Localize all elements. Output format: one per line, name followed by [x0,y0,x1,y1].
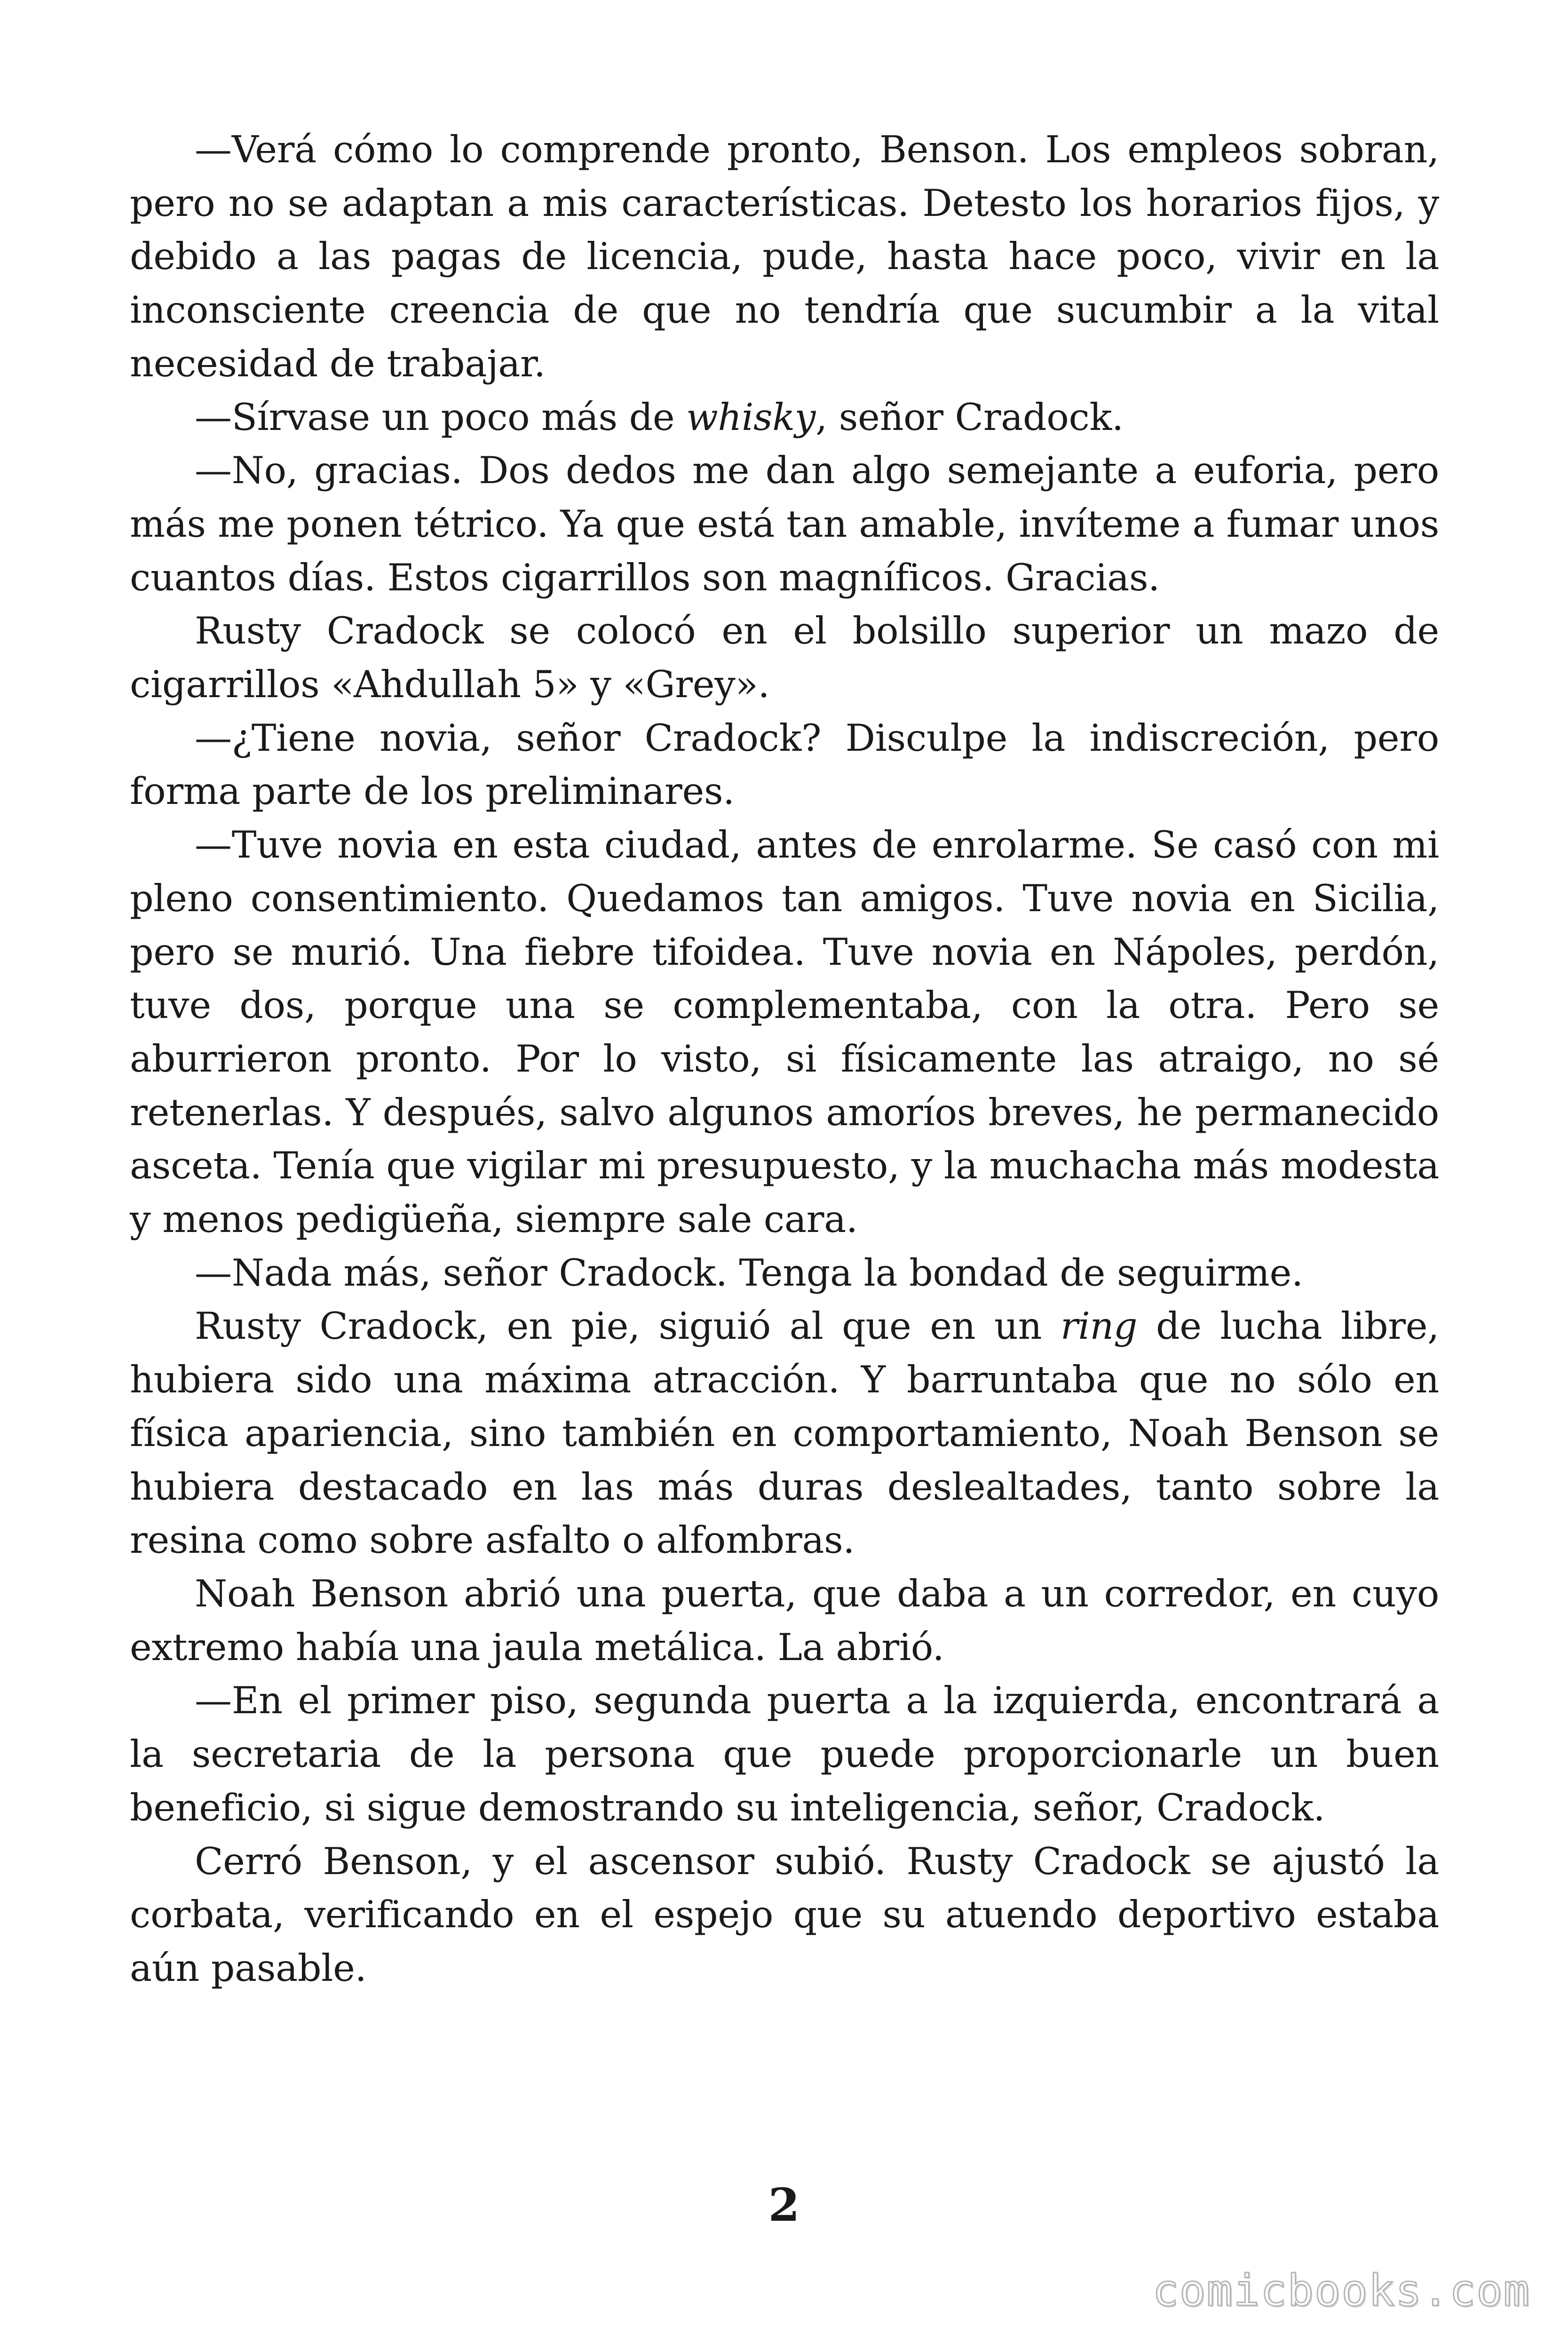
paragraph-10 [130,1674,1439,1835]
paragraph-2 [130,391,1439,445]
paragraph-2-italic-word: whisky [686,395,816,439]
paragraph-4-text: Rusty Cradock se colocó en el bolsillo superior un mazo de cigarrillos «Ahdullah 5» y «Grey». [130,609,1439,707]
body-text [130,123,1439,1995]
paragraph-8-text-a: Rusty Cradock, en pie, siguió al que en un [195,1304,1061,1348]
paragraph-4 [130,604,1439,711]
paragraph-6-text: —Tuve novia en esta ciudad, antes de enrolarme. Se casó con mi pleno consentimiento. Quedamos tan amigos. Tuve novia en Sicilia, pero se murió. Una fiebre tifoidea. Tuve novia en Nápoles, perdón, tuve dos, porque una se complementaba, con la otra. Pero se aburrieron pronto. Por lo visto, si físicamente las atraigo, no sé retenerlas. Y después, salvo algunos amoríos breves, he permanecido asceta. Tenía que vigilar mi presupuesto, y la muchacha más modesta y menos pedigüeña, siempre sale cara. [130,823,1439,1241]
paragraph-8 [130,1300,1439,1567]
paragraph-11 [130,1835,1439,1995]
paragraph-7 [130,1247,1439,1300]
paragraph-3 [130,444,1439,604]
watermark-logo: comicbooks.com [1152,2265,1530,2316]
paragraph-1-text: —Verá cómo lo comprende pronto, Benson. Los empleos sobran, pero no se adaptan a mis características. Detesto los horarios fijos, y debido a las pagas de licencia, pude, hasta hace poco, vivir en la inconsciente creencia de que no tendría que sucumbir a la vital necesidad de trabajar. [130,128,1439,385]
paragraph-2-text-a: —Sírvase un poco más de [195,395,687,439]
paragraph-11-text: Cerró Benson, y el ascensor subió. Rusty Cradock se ajustó la corbata, verificando en el espejo que su atuendo deportivo estaba aún pasable. [130,1839,1439,1990]
paragraph-5 [130,712,1439,818]
paragraph-9 [130,1567,1439,1674]
paragraph-7-text: —Nada más, señor Cradock. Tenga la bondad de seguirme. [195,1251,1303,1295]
paragraph-8-italic-word: ring [1060,1304,1138,1348]
chapter-number: 2 [768,2178,800,2232]
paragraph-1 [130,123,1439,391]
paragraph-8-text-b: de lucha libre, hubiera sido una máxima atracción. Y barruntaba que no sólo en física apariencia, sino también en comportamiento, Noah Benson se hubiera destacado en las más duras deslealtades, tanto sobre la resina como sobre asfalto o alfombras. [130,1304,1439,1562]
paragraph-6 [130,818,1439,1247]
paragraph-5-text: —¿Tiene novia, señor Cradock? Disculpe la indiscreción, pero forma parte de los preliminares. [130,716,1439,813]
paragraph-2-text-b: , señor Cradock. [816,395,1124,439]
paragraph-9-text: Noah Benson abrió una puerta, que daba a un corredor, en cuyo extremo había una jaula metálica. La abrió. [130,1572,1439,1669]
paragraph-10-text: —En el primer piso, segunda puerta a la izquierda, encontrará a la secretaria de la persona que puede proporcionarle un buen beneficio, si sigue demostrando su inteligencia, señor, Cradock. [130,1679,1439,1829]
paragraph-3-text: —No, gracias. Dos dedos me dan algo semejante a euforia, pero más me ponen tétrico. Ya que está tan amable, invíteme a fumar unos cuantos días. Estos cigarrillos son magníficos. Gracias. [130,449,1439,599]
